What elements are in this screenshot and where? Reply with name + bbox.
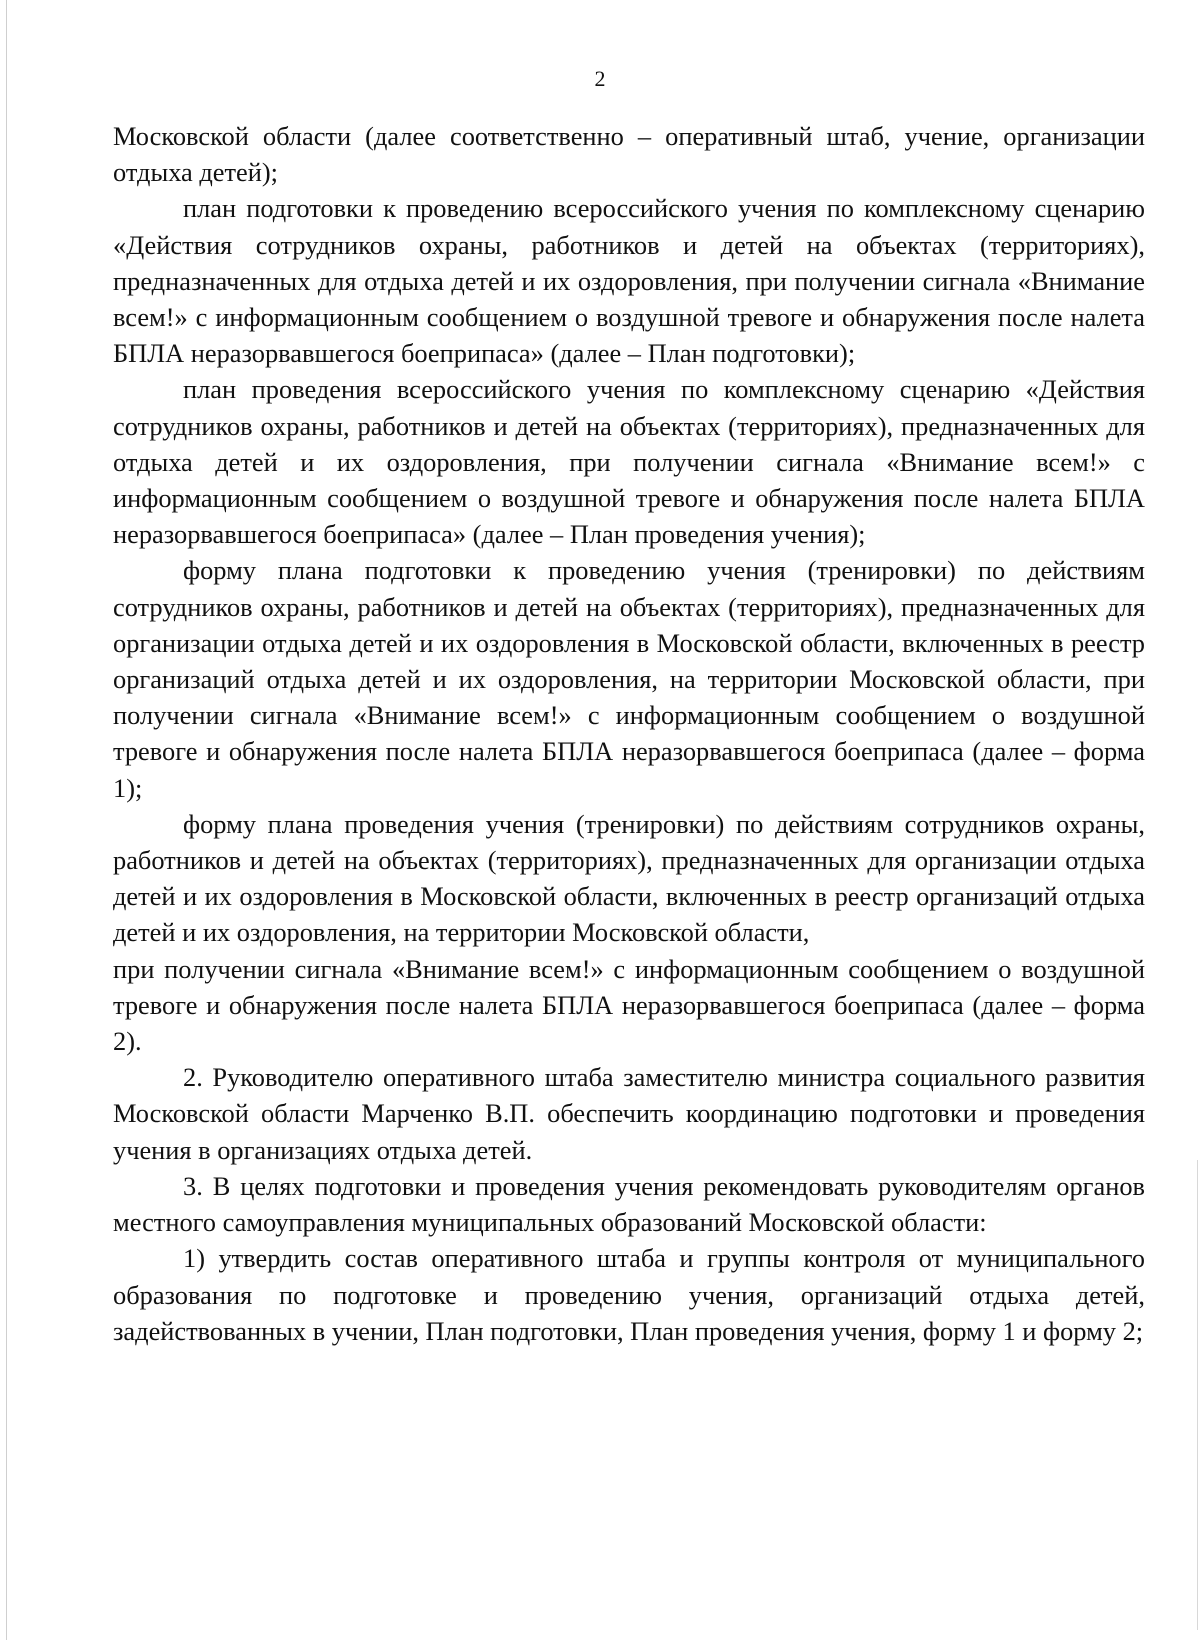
paragraph-item-3: 3. В целях подготовки и проведения учения рекомендовать руководителям органов местного самоуправления муниципальных образований Московской области: [113, 1170, 1145, 1238]
scan-edge-left [6, 0, 7, 1640]
paragraph-item-2: 2. Руководителю оперативного штаба заместителю министра социального развития Московской области Марченко В.П. обеспечить координацию подготовки и проведения учения в организациях отдыха детей. [113, 1062, 1145, 1165]
paragraph-subitem-1: 1) утвердить состав оперативного штаба и группы контроля от муниципального образования по подготовке и проведению учения, организаций отдыха детей, задействованных в учении, План подготовки, План проведения учения, форму 1 и форму 2; [113, 1243, 1145, 1346]
paragraph-continuation: Московской области (далее соответственно – оперативный штаб, учение, организации отдыха детей); [113, 121, 1145, 188]
paragraph-form-2-end: при получении сигнала «Внимание всем!» с информационным сообщением о воздушной тревоге и обнаружения после налета БПЛА неразорвавшегося боеприпаса (далее – форма 2). [113, 953, 1145, 1057]
document-body [113, 118, 1145, 1349]
paragraph-training-plan: план подготовки к проведению всероссийского учения по комплексному сценарию «Действия сотрудников охраны, работников и детей на объектах (территориях), предназначенных для отдыха детей и их оздоровления, при получении сигнала «Внимание всем!» с информационным сообщением о воздушной тревоге и обнаружения после налета БПЛА неразорвавшегося боеприпаса» (далее – План подготовки); [113, 193, 1145, 369]
paragraph-exercise-plan: план проведения всероссийского учения по комплексному сценарию «Действия сотрудников охраны, работников и детей на объектах (территориях), предназначенных для отдыха детей и их оздоровления, при получении сигнала «Внимание всем!» с информационным сообщением о воздушной тревоге и обнаружения после налета БПЛА неразорвавшегося боеприпаса» (далее – План проведения учения); [113, 374, 1145, 550]
page-number: 2 [594, 66, 606, 91]
paragraph-form-1: форму плана подготовки к проведению учения (тренировки) по действиям сотрудников охраны, работников и детей на объектах (территориях), предназначенных для организации отдыха детей и их оздоровления в Московской области, включенных в реестр организаций отдыха детей и их оздоровления, на территории Московской области, при получении сигнала «Внимание всем!» с информационным сообщением о воздушной тревоге и обнаружения после налета БПЛА неразорвавшегося боеприпаса (далее – форма 1); [113, 555, 1145, 803]
paragraph-form-2-start: форму плана проведения учения (тренировки) по действиям сотрудников охраны, работников и детей на объектах (территориях), предназначенных для организации отдыха детей и их оздоровления в Московской области, включенных в реестр организаций отдыха детей и их оздоровления, на территории Московской области, [113, 808, 1145, 948]
scan-edge-right [1197, 1160, 1198, 1630]
